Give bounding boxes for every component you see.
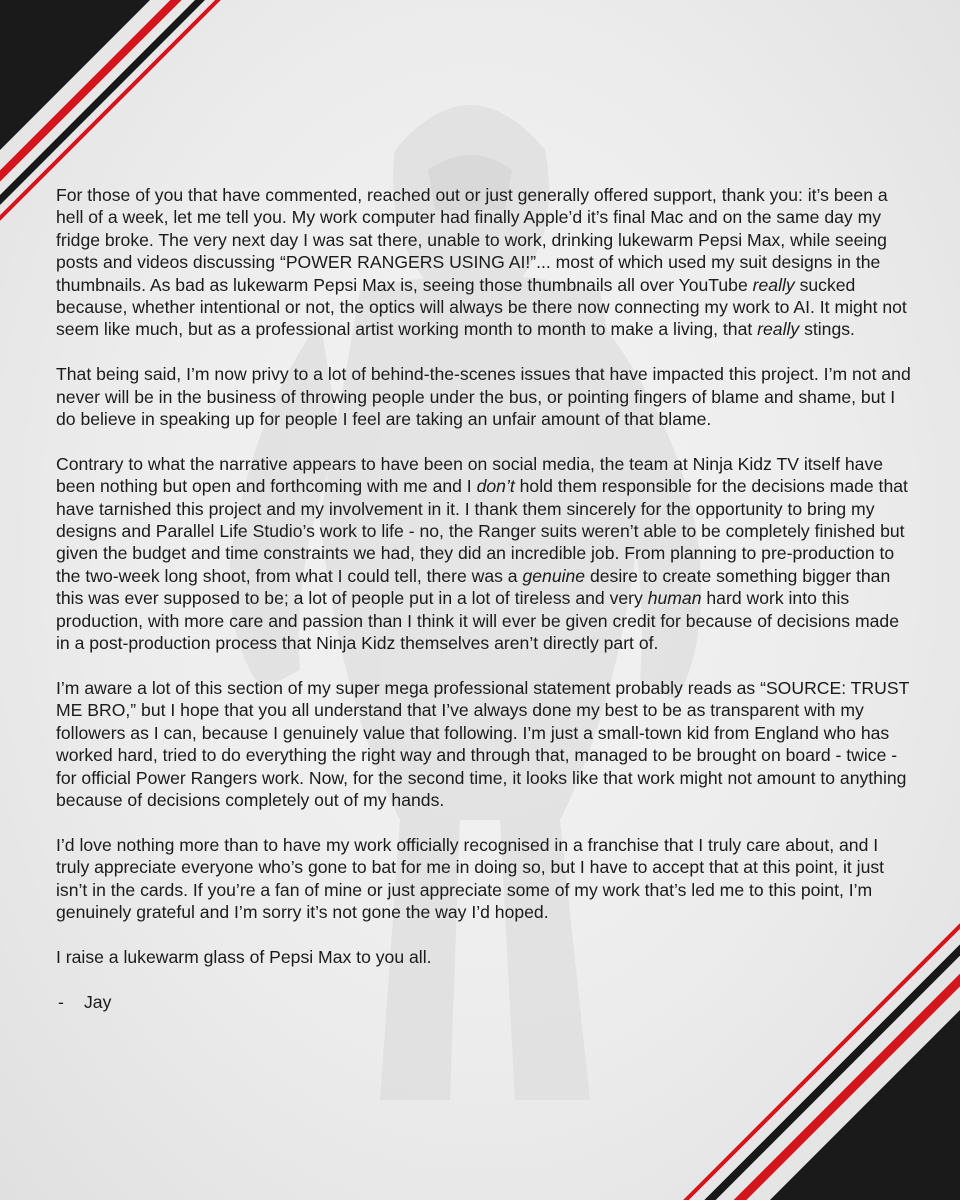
paragraph-text: I raise a lukewarm glass of Pepsi Max to you all. [56,946,432,967]
statement-paragraph [56,453,916,655]
emphasis-text: don’t [476,476,515,497]
paragraph-text: sucked because, whether intentional or not, the optics will always be there now connecting my work to AI. It might not seem like much, but as a professional artist working month to month to make a living, that [56,274,907,340]
signature-dash: - [58,991,64,1012]
paragraph-text: For those of you that have commented, reached out or just generally offered support, thank you: it’s been a hell of a week, let me tell you. My work computer had finally Apple’d it’s final Mac and on the same day my fridge broke. The very next day I was sat there, unable to work, drinking lukewarm Pepsi Max, while seeing posts and videos discussing “POWER RANGERS USING AI!”... most of which used my suit designs in the thumbnails. As bad as lukewarm Pepsi Max is, seeing those thumbnails all over YouTube [56,185,888,295]
statement-text [56,184,916,1035]
emphasis-text: human [647,588,702,609]
signature [56,991,916,1013]
signature-name: Jay [84,991,112,1012]
paragraph-text: hard work into this production, with more care and passion than I think it will ever be given credit for because of decisions made in a post-production process that Ninja Kidz themselves aren’t directly part of. [56,588,899,654]
statement-paragraph [56,363,916,430]
statement-paragraph [56,677,916,811]
emphasis-text: really [757,319,800,340]
paragraph-text: stings. [799,319,855,340]
emphasis-text: genuine [522,565,586,586]
paragraph-text: I’d love nothing more than to have my work officially recognised in a franchise that I truly care about, and I truly appreciate everyone who’s gone to bat for me in doing so, but I have to accept that at this point, it just isn’t in the cards. If you’re a fan of mine or just appreciate some of my work that’s led me to this point, I’m genuinely grateful and I’m sorry it’s not gone the way I’d hoped. [56,834,885,922]
paragraph-text: That being said, I’m now privy to a lot of behind-the-scenes issues that have impacted this project. I’m not and never will be in the business of throwing people under the bus, or pointing fingers of blame and shame, but I do believe in speaking up for people I feel are taking an unfair amount of that blame. [56,364,911,430]
paragraph-text: desire to create something bigger than this was ever supposed to be; a lot of people put in a lot of tireless and very [56,565,891,609]
statement-paragraph [56,184,916,341]
emphasis-text: really [752,274,795,295]
statement-paragraph [56,946,916,968]
paragraph-text: Contrary to what the narrative appears to have been on social media, the team at Ninja Kidz TV itself have been nothing but open and forthcoming with me and I [56,453,884,497]
paragraph-text: I’m aware a lot of this section of my super mega professional statement probably reads as “SOURCE: TRUST ME BRO,” but I hope that you all understand that I’ve always done my best to be as transparent with my followers as I can, because I genuinely value that following. I’m just a small-town kid from England who has worked hard, tried to do everything the right way and through that, managed to be brought on board - twice - for official Power Rangers work. Now, for the second time, it looks like that work might not amount to anything because of decisions completely out of my hands. [56,677,910,810]
paragraph-text: hold them responsible for the decisions made that have tarnished this project and my involvement in it. I thank them sincerely for the opportunity to bring my designs and Parallel Life Studio’s work to life - no, the Ranger suits weren’t able to be completely finished but given the budget and time constraints we had, they did an incredible job. From planning to pre-production to the two-week long shoot, from what I could tell, there was a [56,476,908,586]
statement-paragraph [56,834,916,924]
